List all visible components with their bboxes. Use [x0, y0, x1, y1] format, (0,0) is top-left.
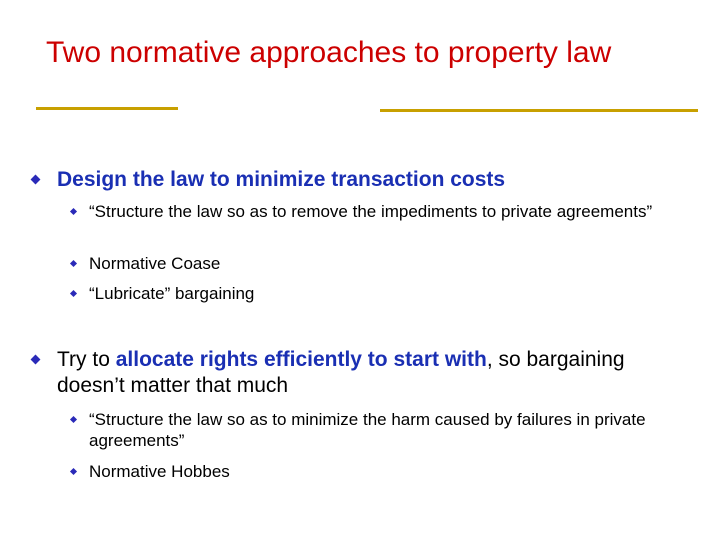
title-rule-left	[36, 107, 178, 110]
bullet-2-text	[32, 347, 652, 399]
bullet-2-suffix: , so bargaining doesn’t matter that much	[57, 348, 625, 397]
sub-bullet-1-2	[71, 253, 681, 274]
bullet-2	[32, 347, 652, 399]
sub-bullet-1-3-text: “Lubricate” bargaining	[89, 284, 255, 303]
sub-bullet-1-3	[71, 283, 681, 304]
sub-bullet-1-1	[71, 201, 681, 222]
slide-title: Two normative approaches to property law	[46, 36, 612, 69]
bullet-1	[32, 167, 692, 193]
sub-bullet-1-1-text: “Structure the law so as to remove the impediments to private agreements”	[89, 202, 653, 221]
sub-bullet-1-2-text: Normative Coase	[89, 254, 221, 273]
sub-bullet-2-2	[71, 461, 681, 482]
sub-bullet-2-1	[71, 409, 696, 451]
bullet-1-text: Design the law to minimize transaction costs	[57, 168, 506, 191]
title-rule-right	[380, 109, 698, 112]
sub-bullet-2-1-text: “Structure the law so as to minimize the harm caused by failures in private agreements”	[89, 410, 646, 450]
sub-bullet-2-2-text: Normative Hobbes	[89, 462, 230, 481]
bullet-2-highlight: allocate rights efficiently to start with	[115, 348, 487, 371]
bullet-2-prefix: Try to	[57, 348, 116, 371]
